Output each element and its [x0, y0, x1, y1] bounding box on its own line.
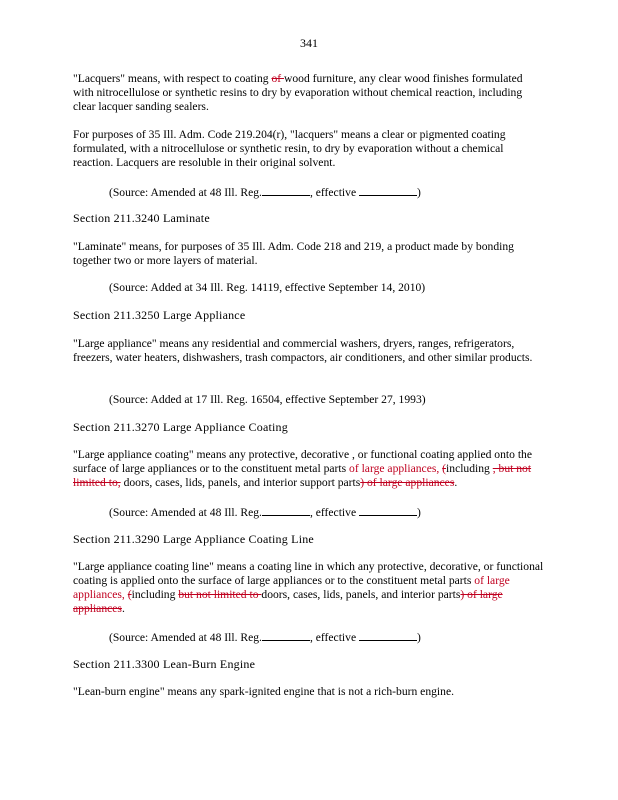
- text: "Large appliance coating" means any protective, decorative , or functional coating applied onto the surface of large appliances or to the constituent metal parts: [73, 448, 532, 475]
- text: .: [454, 476, 458, 489]
- source-note: (Source: Added at 34 Ill. Reg. 14119, effective September 14, 2010): [109, 281, 426, 294]
- inserted-text: of large appliances,: [349, 462, 440, 475]
- source-note: [109, 504, 529, 520]
- deleted-text: (: [442, 462, 447, 475]
- blank-line: [262, 184, 310, 196]
- source-note: [109, 629, 529, 645]
- source-note: [109, 184, 529, 200]
- deleted-text: but not limited to: [178, 588, 262, 601]
- text: including: [131, 588, 179, 601]
- blank-line: [359, 629, 417, 641]
- text: "Large appliance coating line" means a coating line in which any protective, decorative, or functional coating is applied onto the surface of large appliances or to the constituent metal parts: [73, 560, 544, 587]
- text: wood furniture, any clear wood finishes formulated with nitrocellulose or synthetic resins to dry by evaporation without chemical reaction, including clear lacquer sanding sealers.: [73, 72, 523, 113]
- source-text: (Source: Amended at 48 Ill. Reg.: [109, 631, 262, 644]
- text: doors, cases, lids, panels, and interior parts: [261, 588, 461, 601]
- large-appliance-coating-line-definition: [73, 560, 545, 616]
- lacquers-purpose-paragraph: For purposes of 35 Ill. Adm. Code 219.204(r), "lacquers" means a clear or pigmented coating formulated, with a nitrocellulose or synthetic resin, to dry by evaporation without a chemical reaction. Lacquers are resoluble in their original solvent.: [73, 128, 506, 169]
- section-heading-large-appliance-coating: Section 211.3270 Large Appliance Coating: [73, 420, 288, 434]
- blank-line: [262, 629, 310, 641]
- blank-line: [359, 504, 417, 516]
- page-number: 341: [300, 36, 318, 50]
- source-text: (Source: Amended at 48 Ill. Reg.: [109, 506, 262, 519]
- lean-burn-engine-definition: "Lean-burn engine" means any spark-ignited engine that is not a rich-burn engine.: [73, 685, 454, 698]
- source-text: ): [416, 631, 421, 644]
- text: including: [446, 462, 493, 475]
- deleted-text: ) of large appliances: [360, 476, 455, 489]
- section-heading-laminate: Section 211.3240 Laminate: [73, 211, 210, 225]
- section-heading-large-appliance: Section 211.3250 Large Appliance: [73, 308, 246, 322]
- blank-line: [359, 184, 417, 196]
- source-text: , effective: [309, 186, 359, 199]
- laminate-definition: "Laminate" means, for purposes of 35 Ill. Adm. Code 218 and 219, a product made by bonding together two or more layers of material.: [73, 240, 514, 267]
- deleted-text: ) of large appliances: [73, 588, 503, 615]
- lacquers-definition: [73, 72, 545, 114]
- source-text: ): [416, 506, 421, 519]
- inserted-text: of large appliances,: [73, 574, 510, 601]
- source-text: (Source: Amended at 48 Ill. Reg.: [109, 186, 262, 199]
- source-note: (Source: Added at 17 Ill. Reg. 16504, effective September 27, 1993): [109, 393, 426, 406]
- source-text: , effective: [309, 631, 359, 644]
- text: doors, cases, lids, panels, and interior support parts: [120, 476, 361, 489]
- large-appliance-definition: "Large appliance" means any residential and commercial washers, dryers, ranges, refrigerators, freezers, water heaters, dishwashers, trash compactors, air conditioners, and other similar products.: [73, 337, 533, 364]
- deleted-text: (: [127, 588, 132, 601]
- text: "Lacquers" means, with respect to coating: [73, 72, 272, 85]
- text: .: [121, 602, 125, 615]
- source-text: , effective: [309, 506, 359, 519]
- large-appliance-coating-definition: [73, 448, 545, 490]
- deleted-text: of: [271, 72, 285, 85]
- section-heading-large-appliance-coating-line: Section 211.3290 Large Appliance Coating Line: [73, 532, 314, 546]
- blank-line: [262, 504, 310, 516]
- deleted-text: , but not limited to,: [73, 462, 532, 489]
- source-text: ): [416, 186, 421, 199]
- section-heading-lean-burn-engine: Section 211.3300 Lean-Burn Engine: [73, 657, 256, 671]
